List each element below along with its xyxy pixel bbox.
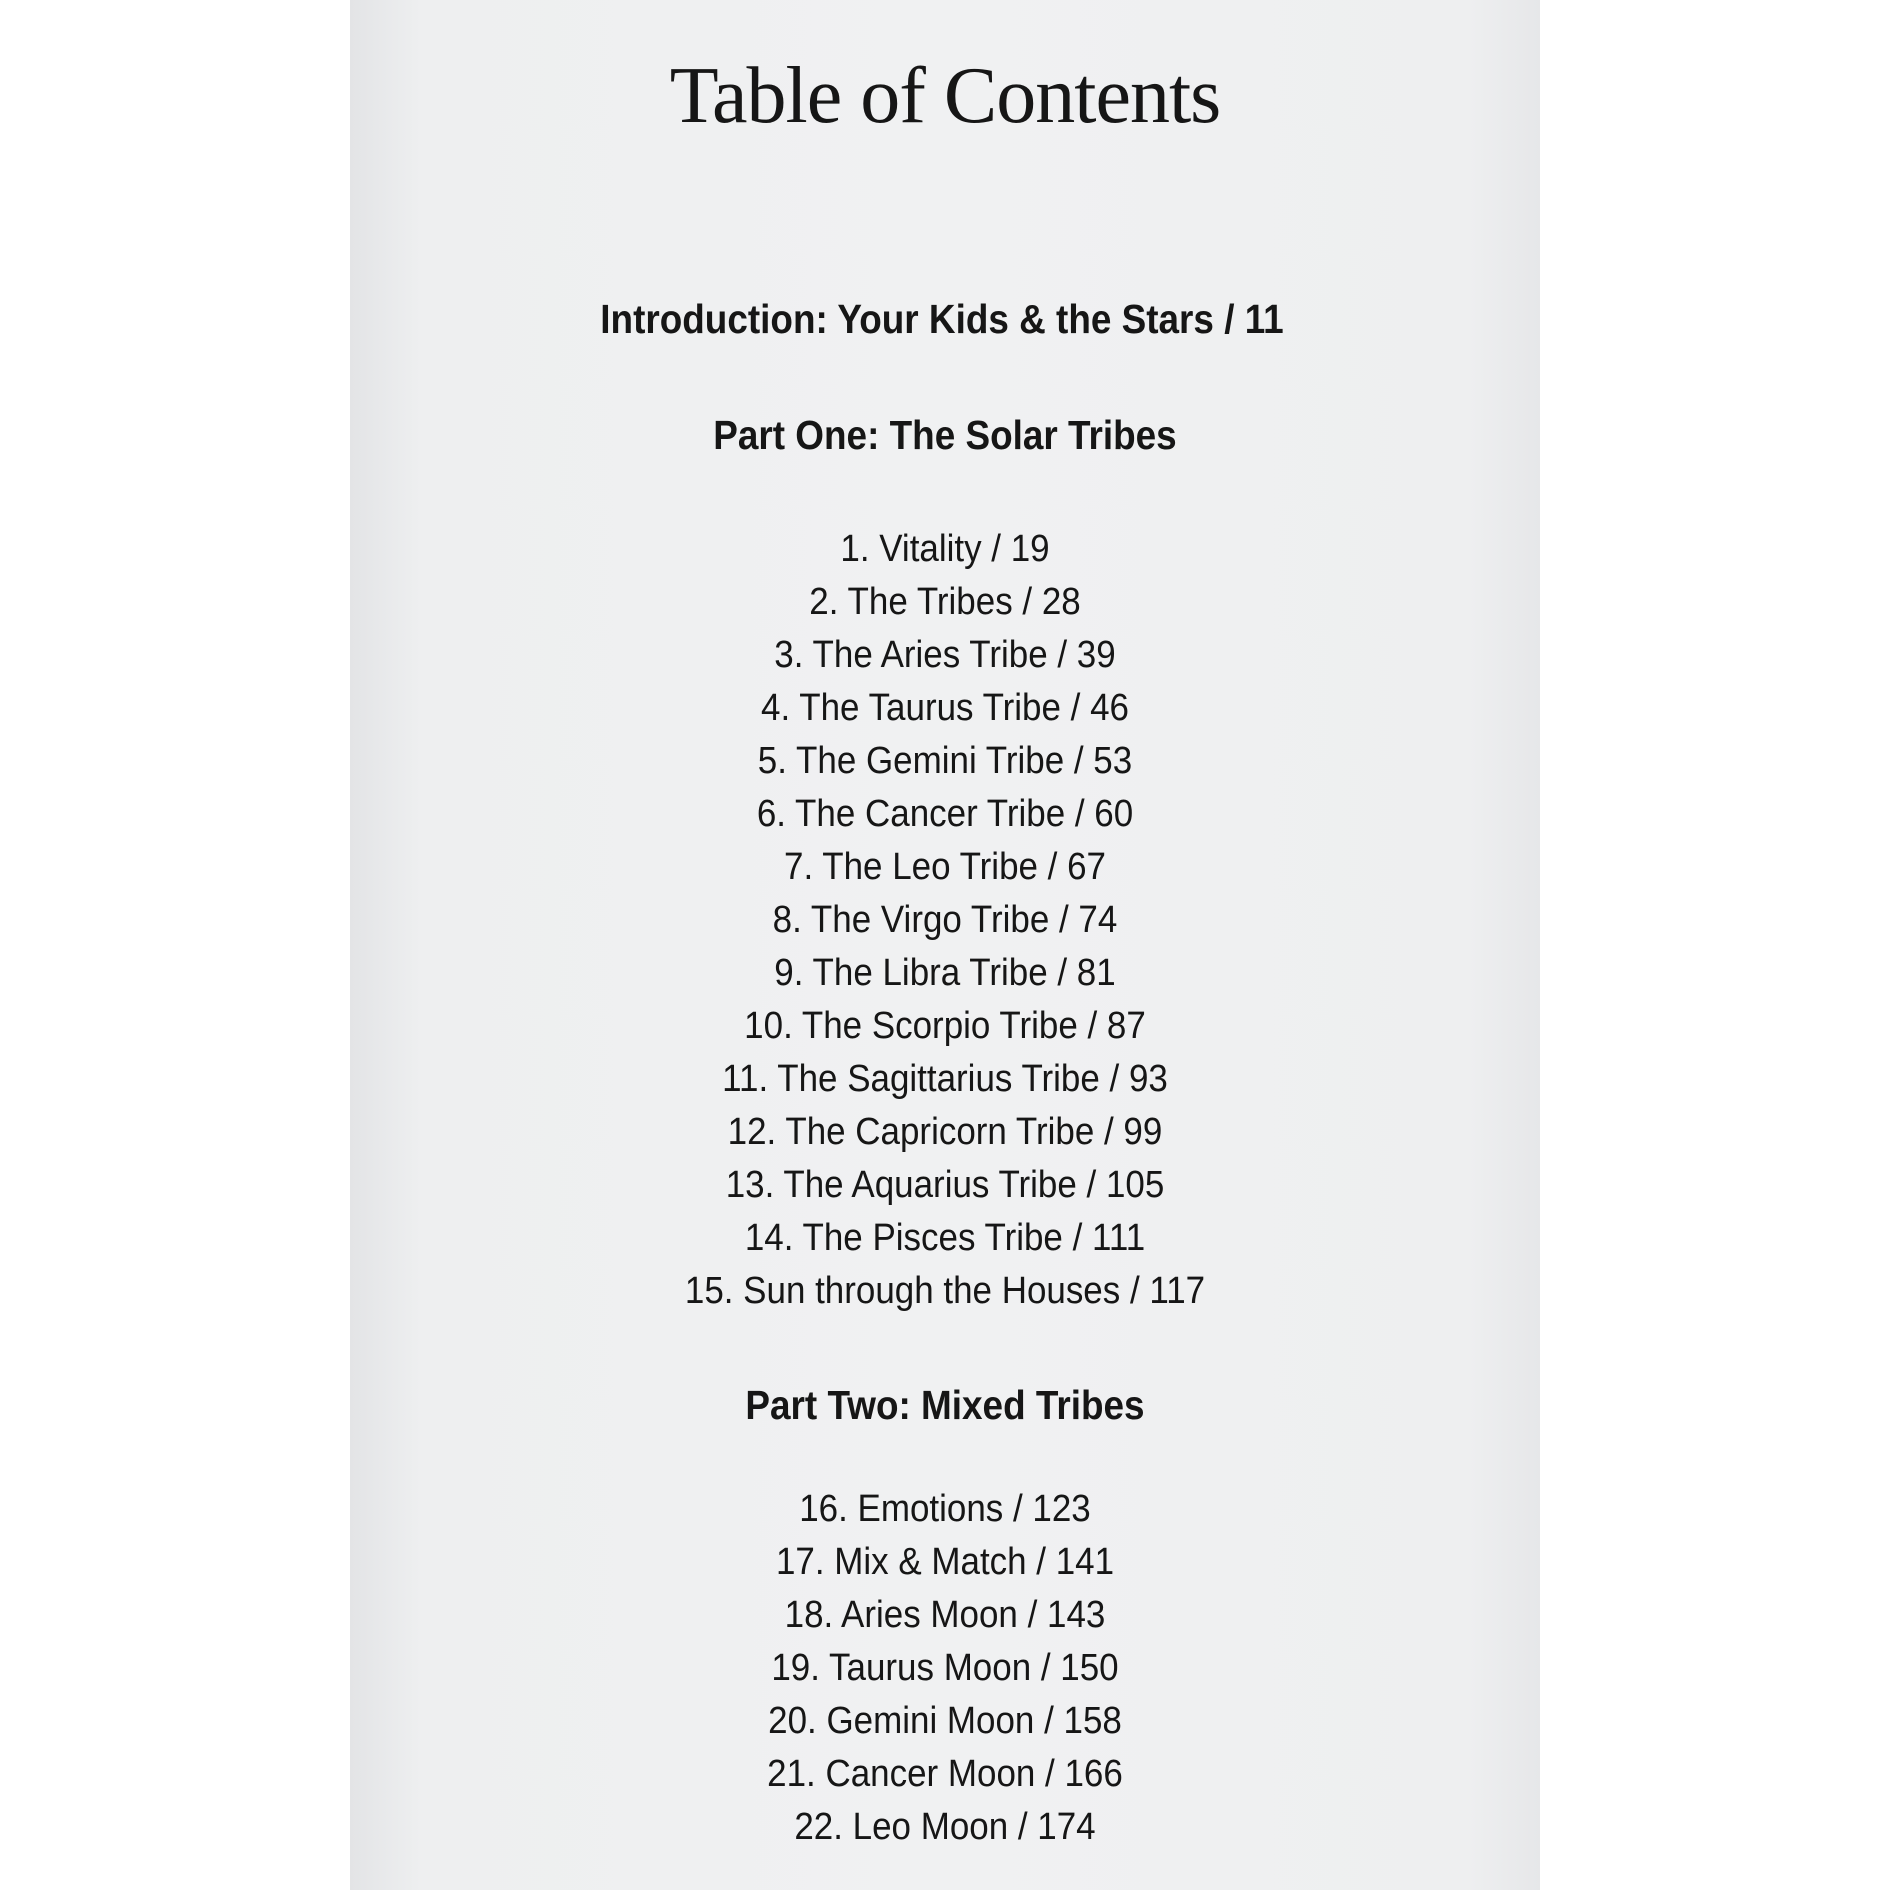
chapter-entry: 16. Emotions / 123: [799, 1488, 1091, 1530]
book-page: [350, 0, 1540, 1890]
chapter-entry: 3. The Aries Tribe / 39: [774, 634, 1116, 676]
page-title: Table of Contents: [669, 52, 1221, 140]
chapter-entry: 9. The Libra Tribe / 81: [774, 952, 1116, 994]
part-one-heading: Part One: The Solar Tribes: [713, 412, 1177, 458]
chapter-entry: 11. The Sagittarius Tribe / 93: [722, 1058, 1168, 1100]
chapter-entry: 13. The Aquarius Tribe / 105: [725, 1164, 1165, 1206]
chapter-entry: 19. Taurus Moon / 150: [771, 1647, 1119, 1689]
chapter-entry: 5. The Gemini Tribe / 53: [757, 740, 1133, 782]
chapter-entry: 4. The Taurus Tribe / 46: [761, 687, 1129, 729]
chapter-entry: 22. Leo Moon / 174: [794, 1806, 1096, 1848]
chapter-entry: 1. Vitality / 19: [840, 528, 1050, 570]
part-one-chapter-list: [398, 523, 1493, 1318]
chapter-entry: 15. Sun through the Houses / 117: [684, 1270, 1206, 1312]
chapter-entry: 2. The Tribes / 28: [809, 581, 1081, 623]
chapter-entry: 8. The Virgo Tribe / 74: [772, 899, 1118, 941]
chapter-entry: 18. Aries Moon / 143: [784, 1594, 1106, 1636]
chapter-entry: 7. The Leo Tribe / 67: [784, 846, 1106, 888]
chapter-entry: 20. Gemini Moon / 158: [768, 1700, 1122, 1742]
chapter-entry: 10. The Scorpio Tribe / 87: [744, 1005, 1146, 1047]
introduction-entry: Introduction: Your Kids & the Stars / 11: [600, 296, 1284, 342]
chapter-entry: 17. Mix & Match / 141: [775, 1541, 1115, 1583]
part-two-heading: Part Two: Mixed Tribes: [745, 1382, 1145, 1428]
chapter-entry: 21. Cancer Moon / 166: [767, 1753, 1123, 1795]
chapter-entry: 12. The Capricorn Tribe / 99: [727, 1111, 1163, 1153]
chapter-entry: 6. The Cancer Tribe / 60: [756, 793, 1134, 835]
chapter-entry: 14. The Pisces Tribe / 111: [744, 1217, 1146, 1259]
part-two-chapter-list: [398, 1483, 1493, 1854]
